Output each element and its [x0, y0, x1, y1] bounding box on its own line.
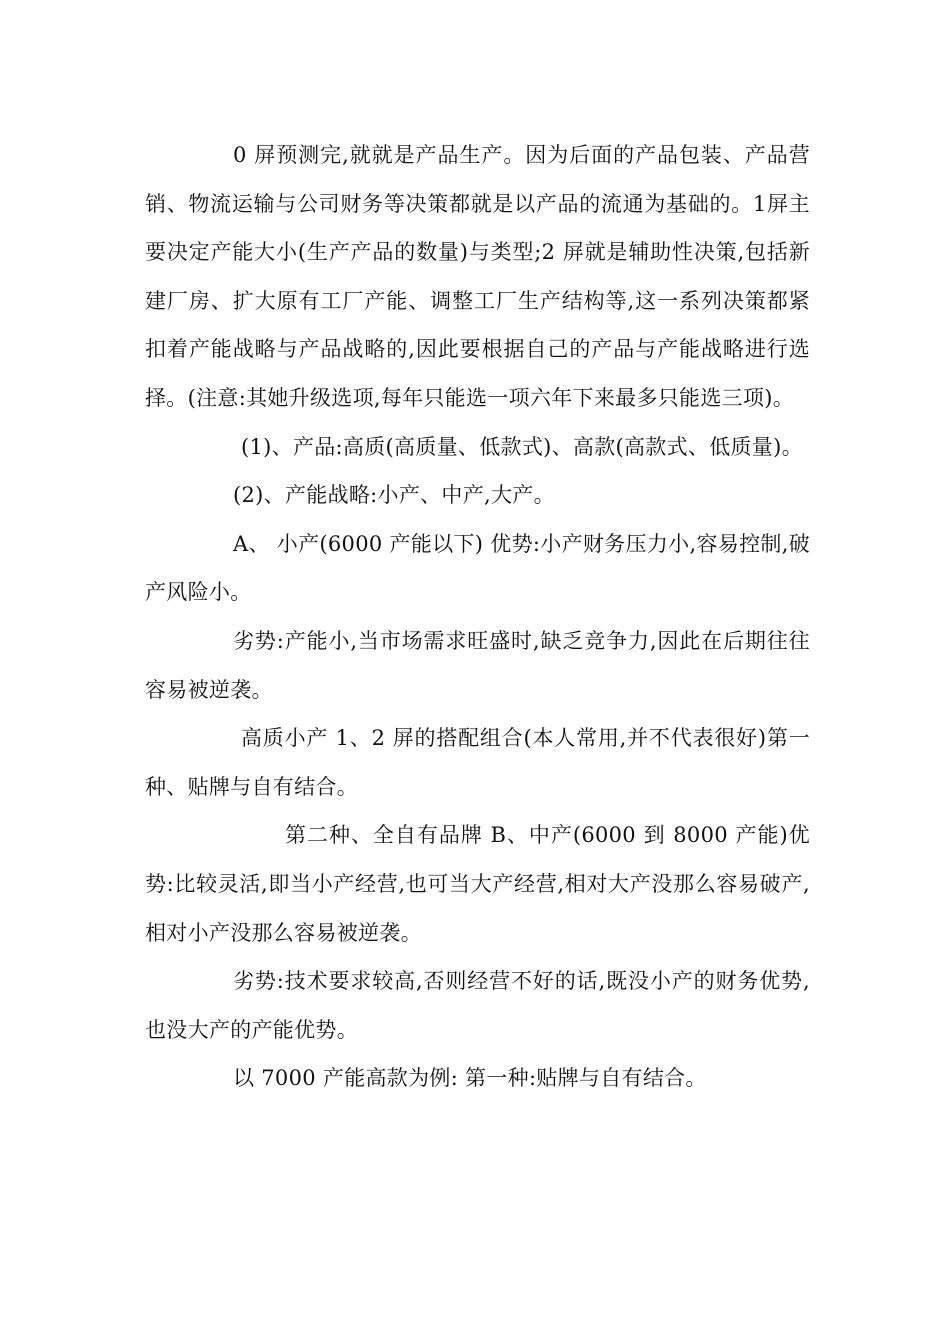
- paragraph-high-quality-small: 高质小产 1、2 屏的搭配组合(本人常用,并不代表很好)第一种、贴牌与自有结合。: [145, 726, 810, 799]
- paragraph-product: (1)、产品:高质(高质量、低款式)、高款(高款式、低质量)。: [241, 434, 803, 459]
- paragraph-medium-capacity: 第二种、全自有品牌 B、中产(6000 到 8000 产能)优势:比较灵活,即当小产经营,也可当大产经营,相对大产没那么容易破产,相对小产没那么容易被逆袭。: [145, 823, 810, 945]
- document-body: [145, 131, 810, 1103]
- paragraph-small-weakness: 劣势:产能小,当市场需求旺盛时,缺乏竞争力,因此在后期往往容易被逆袭。: [145, 628, 810, 702]
- paragraph-small-capacity: A、 小产(6000 产能以下) 优势:小产财务压力小,容易控制,破产风险小。: [145, 531, 810, 605]
- paragraph-intro: 0 屏预测完,就就是产品生产。因为后面的产品包装、产品营销、物流运输与公司财务等决策都就是以产品的流通为基础的。1屏主要决定产能大小(生产产品的数量)与类型;2 屏就是辅助性决策,包括新建厂房、扩大原有工厂产能、调整工厂生产结构等,这一系列决策都紧扣着产能战略与产品战略的,因此要根据自己的产品与产能战略进行选择。(注意:其她升级选项,每年只能选一项六年下来最多只能选三项)。: [145, 143, 810, 410]
- paragraph-example: 以 7000 产能高款为例: 第一种:贴牌与自有结合。: [233, 1066, 707, 1091]
- paragraph-capacity-strategy: (2)、产能战略:小产、中产,大产。: [233, 483, 555, 508]
- paragraph-medium-weakness: 劣势:技术要求较高,否则经营不好的话,既没小产的财务优势, 也没大产的产能优势。: [145, 969, 810, 1042]
